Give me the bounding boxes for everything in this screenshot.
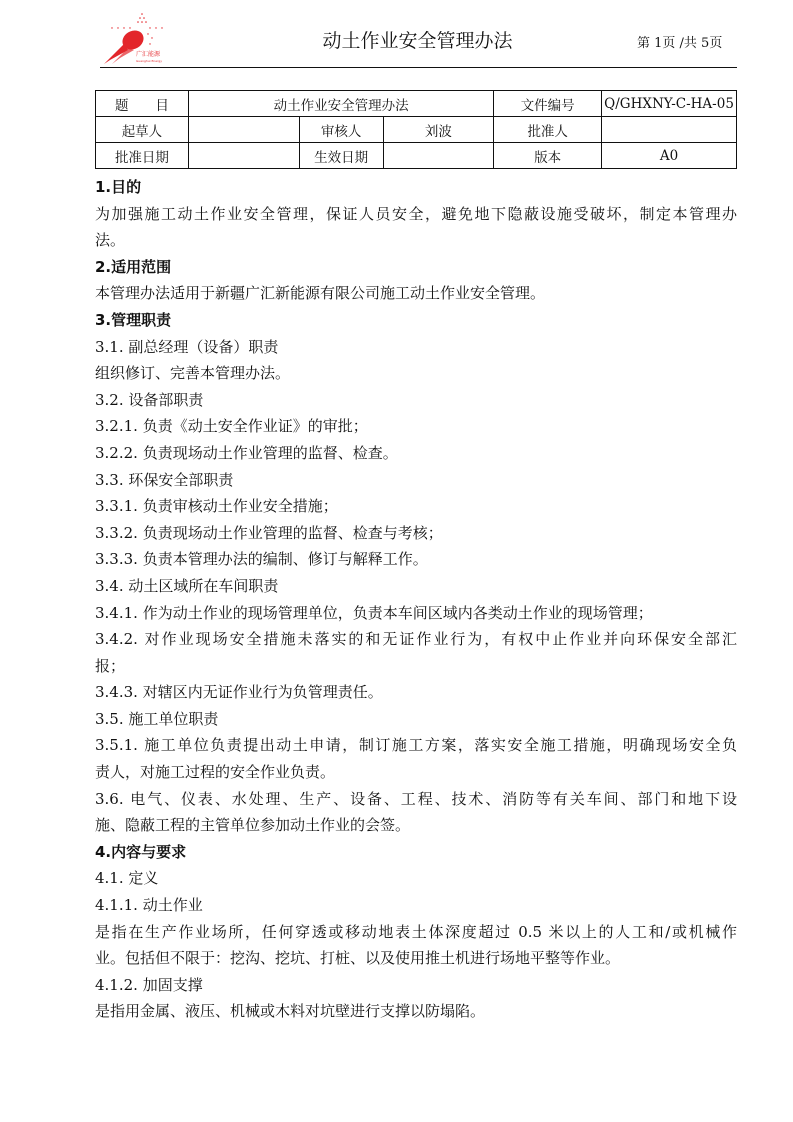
- text-line: 3.3. 环保安全部职责: [95, 470, 234, 489]
- text-line: 4.1. 定义: [95, 869, 159, 888]
- value-approval-date: [188, 143, 299, 169]
- value-subject: 动土作业安全管理办法: [188, 91, 493, 117]
- text-line: 3.2.2. 负责现场动土作业管理的监督、检查。: [95, 443, 398, 462]
- text-line: 本管理办法适用于新疆广汇新能源有限公司施工动土作业安全管理。: [95, 284, 546, 303]
- value-effective-date: [383, 143, 494, 169]
- document-info-table: [95, 90, 737, 169]
- text-line: 4.1.2. 加固支撑: [95, 975, 203, 994]
- label-doc-number: 文件编号: [494, 91, 602, 117]
- page-number: 第 1页 /共 5页: [637, 36, 723, 51]
- section-heading: 1.目的: [95, 178, 142, 196]
- section-heading: 4.内容与要求: [95, 842, 187, 861]
- text-line: 3.1. 副总经理（设备）职责: [95, 337, 279, 356]
- text-line: 3.5.1. 施工单位负责提出动土申请，制订施工方案，落实安全施工措施，明确现场安全负: [95, 736, 737, 755]
- svg-text:Guanghui Energy: Guanghui Energy: [136, 59, 162, 63]
- document-title: 动土作业安全管理办法: [322, 30, 513, 52]
- logo-text: 广汇能源: [136, 51, 161, 58]
- value-drafter: [188, 117, 299, 143]
- table-row: [96, 143, 737, 169]
- text-line: 是指在生产作业场所，任何穿透或移动地表土体深度超过 0.5 米以上的人工和/或机械作: [95, 922, 737, 941]
- text-line: 报；: [95, 656, 126, 675]
- value-version: A0: [602, 143, 737, 169]
- text-line: 施、隐蔽工程的主管单位参加动土作业的会签。: [95, 816, 411, 835]
- text-line: 3.4.2. 对作业现场安全措施未落实的和无证作业行为，有权中止作业并向环保安全部汇: [95, 630, 737, 649]
- text-line: 业。包括但不限于：挖沟、挖坑、打桩、以及使用推土机进行场地平整等作业。: [95, 949, 621, 968]
- document-body: [95, 174, 737, 1025]
- label-reviewer: 审核人: [299, 117, 383, 143]
- text-line: 3.5. 施工单位职责: [95, 709, 219, 728]
- value-approver: [602, 117, 737, 143]
- section-heading: 3.管理职责: [95, 310, 172, 329]
- text-line: 3.3.3. 负责本管理办法的编制、修订与解释工作。: [95, 550, 428, 569]
- text-line: 是指用金属、液压、机械或木料对坑壁进行支撑以防塌陷。: [95, 1002, 486, 1021]
- text-line: 责人，对施工过程的安全作业负责。: [95, 763, 336, 782]
- text-line: 3.2. 设备部职责: [95, 390, 204, 409]
- text-line: 3.4. 动土区域所在车间职责: [95, 576, 279, 595]
- label-approval-date: 批准日期: [96, 143, 189, 169]
- section-heading: 2.适用范围: [95, 257, 172, 276]
- text-line: 4.1.1. 动土作业: [95, 896, 203, 915]
- text-line: 3.6. 电气、仪表、水处理、生产、设备、工程、技术、消防等有关车间、部门和地下设: [95, 789, 737, 808]
- text-line: 3.2.1. 负责《动土安全作业证》的审批；: [95, 417, 368, 436]
- label-approver: 批准人: [494, 117, 602, 143]
- text-line: 3.4.1. 作为动土作业的现场管理单位，负责本车间区域内各类动土作业的现场管理；: [95, 603, 653, 622]
- text-line: 3.3.2. 负责现场动土作业管理的监督、检查与考核；: [95, 523, 443, 542]
- label-version: 版本: [494, 143, 602, 169]
- label-effective-date: 生效日期: [299, 143, 383, 169]
- label-subject: 题 目: [96, 91, 189, 117]
- text-line: 法。: [95, 231, 126, 250]
- label-drafter: 起草人: [96, 117, 189, 143]
- value-reviewer: 刘波: [383, 117, 494, 143]
- text-line: 为加强施工动土作业安全管理，保证人员安全，避免地下隐蔽设施受破坏，制定本管理办: [95, 204, 737, 223]
- text-line: 3.3.1. 负责审核动土作业安全措施；: [95, 497, 338, 516]
- value-doc-number: Q/GHXNY-C-HA-05: [602, 91, 737, 117]
- table-row: [96, 117, 737, 143]
- text-line: 3.4.3. 对辖区内无证作业行为负管理责任。: [95, 683, 383, 702]
- text-line: 组织修订、完善本管理办法。: [95, 364, 291, 383]
- header-divider: [100, 67, 737, 68]
- table-row: [96, 91, 737, 117]
